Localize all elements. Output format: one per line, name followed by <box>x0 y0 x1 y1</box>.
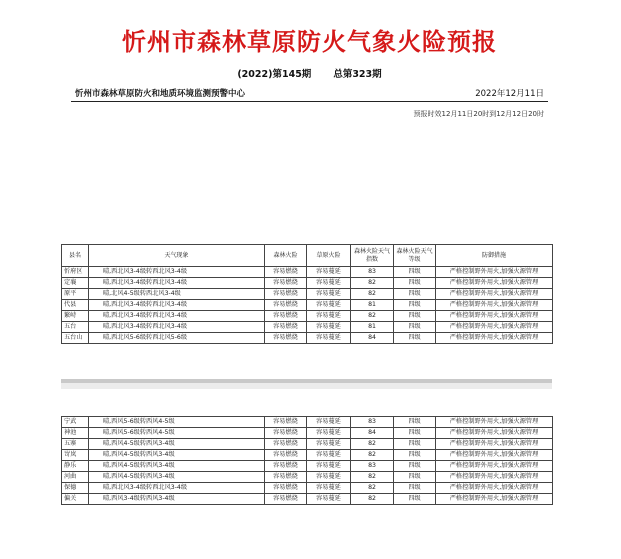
cell-fire-index: 83 <box>351 417 394 428</box>
cell-weather: 晴,西北风3-4级转西北风3-4级 <box>89 483 265 494</box>
table-header-row <box>62 245 553 267</box>
report-title: 忻州市森林草原防火气象火险预报 <box>122 28 497 56</box>
cell-fire-level: 四级 <box>394 278 436 289</box>
cell-county: 河曲 <box>62 472 89 483</box>
table-row <box>62 267 553 278</box>
table-row <box>62 461 553 472</box>
cell-weather: 晴,西风4-5级转西风3-4级 <box>89 439 265 450</box>
table-row <box>62 450 553 461</box>
total-issue: 总第323期 <box>333 69 382 80</box>
cell-fire-index: 82 <box>351 472 394 483</box>
cell-forest-risk: 容易燃烧 <box>265 450 307 461</box>
cell-county: 原平 <box>62 289 89 300</box>
page-separator-shadow <box>61 383 552 389</box>
cell-grass-risk: 容易蔓延 <box>307 461 351 472</box>
cell-measures: 严格控制野外用火,加强火源管理 <box>436 311 553 322</box>
cell-fire-index: 81 <box>351 322 394 333</box>
cell-fire-level: 四级 <box>394 483 436 494</box>
cell-grass-risk: 容易蔓延 <box>307 322 351 333</box>
cell-grass-risk: 容易蔓延 <box>307 472 351 483</box>
cell-grass-risk: 容易蔓延 <box>307 450 351 461</box>
issue-date: 2022年12月11日 <box>475 89 544 99</box>
cell-fire-index: 82 <box>351 311 394 322</box>
cell-county: 保德 <box>62 483 89 494</box>
cell-county: 代县 <box>62 300 89 311</box>
header-measures: 防御措施 <box>436 245 553 267</box>
report-page-1 <box>57 0 562 241</box>
cell-county: 定襄 <box>62 278 89 289</box>
header-divider <box>71 101 548 102</box>
table-row <box>62 322 553 333</box>
cell-measures: 严格控制野外用火,加强火源管理 <box>436 450 553 461</box>
cell-county: 岢岚 <box>62 450 89 461</box>
cell-fire-level: 四级 <box>394 333 436 344</box>
header-forest-risk: 森林火险 <box>265 245 307 267</box>
cell-forest-risk: 容易燃烧 <box>265 494 307 505</box>
table-row <box>62 289 553 300</box>
cell-fire-level: 四级 <box>394 289 436 300</box>
cell-measures: 严格控制野外用火,加强火源管理 <box>436 428 553 439</box>
issuing-organization: 忻州市森林草原防火和地质环境监测预警中心 <box>75 89 246 99</box>
cell-weather: 晴,西北风3-4级转西北风3-4级 <box>89 311 265 322</box>
cell-fire-index: 84 <box>351 333 394 344</box>
cell-fire-level: 四级 <box>394 428 436 439</box>
cell-county: 繁峙 <box>62 311 89 322</box>
table-row <box>62 428 553 439</box>
table-row <box>62 483 553 494</box>
cell-forest-risk: 容易燃烧 <box>265 300 307 311</box>
cell-weather: 晴,西北风3-4级转西北风3-4级 <box>89 267 265 278</box>
cell-grass-risk: 容易蔓延 <box>307 428 351 439</box>
cell-forest-risk: 容易燃烧 <box>265 439 307 450</box>
cell-grass-risk: 容易蔓延 <box>307 278 351 289</box>
cell-measures: 严格控制野外用火,加强火源管理 <box>436 278 553 289</box>
cell-measures: 严格控制野外用火,加强火源管理 <box>436 494 553 505</box>
cell-grass-risk: 容易蔓延 <box>307 417 351 428</box>
cell-fire-index: 84 <box>351 428 394 439</box>
cell-fire-level: 四级 <box>394 322 436 333</box>
year-issue: (2022)第145期 <box>237 69 312 80</box>
forecast-table-part-2 <box>61 416 553 505</box>
cell-grass-risk: 容易蔓延 <box>307 311 351 322</box>
cell-fire-index: 82 <box>351 289 394 300</box>
forecast-validity: 预报时效12月11日20时到12月12日20时 <box>413 110 544 118</box>
cell-forest-risk: 容易燃烧 <box>265 461 307 472</box>
table-row <box>62 300 553 311</box>
cell-grass-risk: 容易蔓延 <box>307 494 351 505</box>
cell-fire-level: 四级 <box>394 439 436 450</box>
cell-grass-risk: 容易蔓延 <box>307 439 351 450</box>
cell-county: 五台山 <box>62 333 89 344</box>
cell-forest-risk: 容易燃烧 <box>265 289 307 300</box>
cell-county: 忻府区 <box>62 267 89 278</box>
cell-forest-risk: 容易燃烧 <box>265 267 307 278</box>
cell-measures: 严格控制野外用火,加强火源管理 <box>436 267 553 278</box>
cell-grass-risk: 容易蔓延 <box>307 267 351 278</box>
cell-grass-risk: 容易蔓延 <box>307 289 351 300</box>
cell-fire-level: 四级 <box>394 494 436 505</box>
cell-measures: 严格控制野外用火,加强火源管理 <box>436 461 553 472</box>
cell-fire-index: 82 <box>351 278 394 289</box>
cell-weather: 晴,西风4-5级转西风3-4级 <box>89 461 265 472</box>
cell-weather: 晴,西风5-6级转西风4-5级 <box>89 417 265 428</box>
cell-county: 偏关 <box>62 494 89 505</box>
table-row <box>62 333 553 344</box>
cell-forest-risk: 容易燃烧 <box>265 333 307 344</box>
table-row <box>62 311 553 322</box>
cell-measures: 严格控制野外用火,加强火源管理 <box>436 289 553 300</box>
cell-grass-risk: 容易蔓延 <box>307 483 351 494</box>
table-row <box>62 472 553 483</box>
cell-grass-risk: 容易蔓延 <box>307 300 351 311</box>
header-fire-index: 森林火险天气指数 <box>351 245 394 267</box>
cell-weather: 晴,西北风3-4级转西北风3-4级 <box>89 300 265 311</box>
cell-county: 五寨 <box>62 439 89 450</box>
cell-measures: 严格控制野外用火,加强火源管理 <box>436 333 553 344</box>
cell-fire-index: 82 <box>351 494 394 505</box>
cell-forest-risk: 容易燃烧 <box>265 483 307 494</box>
cell-fire-index: 82 <box>351 439 394 450</box>
cell-weather: 晴,西风3-4级转西风3-4级 <box>89 494 265 505</box>
cell-measures: 严格控制野外用火,加强火源管理 <box>436 439 553 450</box>
cell-grass-risk: 容易蔓延 <box>307 333 351 344</box>
cell-forest-risk: 容易燃烧 <box>265 278 307 289</box>
cell-measures: 严格控制野外用火,加强火源管理 <box>436 322 553 333</box>
cell-fire-level: 四级 <box>394 417 436 428</box>
cell-fire-level: 四级 <box>394 472 436 483</box>
cell-fire-index: 82 <box>351 483 394 494</box>
cell-forest-risk: 容易燃烧 <box>265 428 307 439</box>
cell-weather: 晴,北风4-5级转西北风3-4级 <box>89 289 265 300</box>
cell-forest-risk: 容易燃烧 <box>265 472 307 483</box>
cell-weather: 晴,西风4-5级转西风3-4级 <box>89 472 265 483</box>
cell-fire-level: 四级 <box>394 450 436 461</box>
cell-forest-risk: 容易燃烧 <box>265 417 307 428</box>
cell-county: 神池 <box>62 428 89 439</box>
issue-line <box>57 66 562 80</box>
cell-fire-level: 四级 <box>394 461 436 472</box>
forecast-table-part-1 <box>61 244 553 344</box>
cell-weather: 晴,西北风5-6级转西北风5-6级 <box>89 333 265 344</box>
table-row <box>62 494 553 505</box>
table-row <box>62 417 553 428</box>
cell-fire-index: 82 <box>351 450 394 461</box>
cell-measures: 严格控制野外用火,加强火源管理 <box>436 483 553 494</box>
cell-measures: 严格控制野外用火,加强火源管理 <box>436 300 553 311</box>
cell-weather: 晴,西北风3-4级转西北风3-4级 <box>89 322 265 333</box>
cell-county: 宁武 <box>62 417 89 428</box>
cell-measures: 严格控制野外用火,加强火源管理 <box>436 472 553 483</box>
cell-weather: 晴,西风5-6级转西风4-5级 <box>89 428 265 439</box>
cell-county: 静乐 <box>62 461 89 472</box>
cell-fire-index: 81 <box>351 300 394 311</box>
header-fire-level: 森林火险天气等级 <box>394 245 436 267</box>
table-row <box>62 439 553 450</box>
cell-forest-risk: 容易燃烧 <box>265 311 307 322</box>
cell-fire-level: 四级 <box>394 267 436 278</box>
cell-fire-index: 83 <box>351 461 394 472</box>
cell-fire-level: 四级 <box>394 300 436 311</box>
table-row <box>62 278 553 289</box>
cell-weather: 晴,西风4-5级转西风3-4级 <box>89 450 265 461</box>
header-grass-risk: 草原火险 <box>307 245 351 267</box>
cell-measures: 严格控制野外用火,加强火源管理 <box>436 417 553 428</box>
cell-weather: 晴,西北风3-4级转西北风3-4级 <box>89 278 265 289</box>
cell-fire-index: 83 <box>351 267 394 278</box>
header-weather: 天气现象 <box>89 245 265 267</box>
cell-forest-risk: 容易燃烧 <box>265 322 307 333</box>
cell-fire-level: 四级 <box>394 311 436 322</box>
cell-county: 五台 <box>62 322 89 333</box>
header-county: 县名 <box>62 245 89 267</box>
